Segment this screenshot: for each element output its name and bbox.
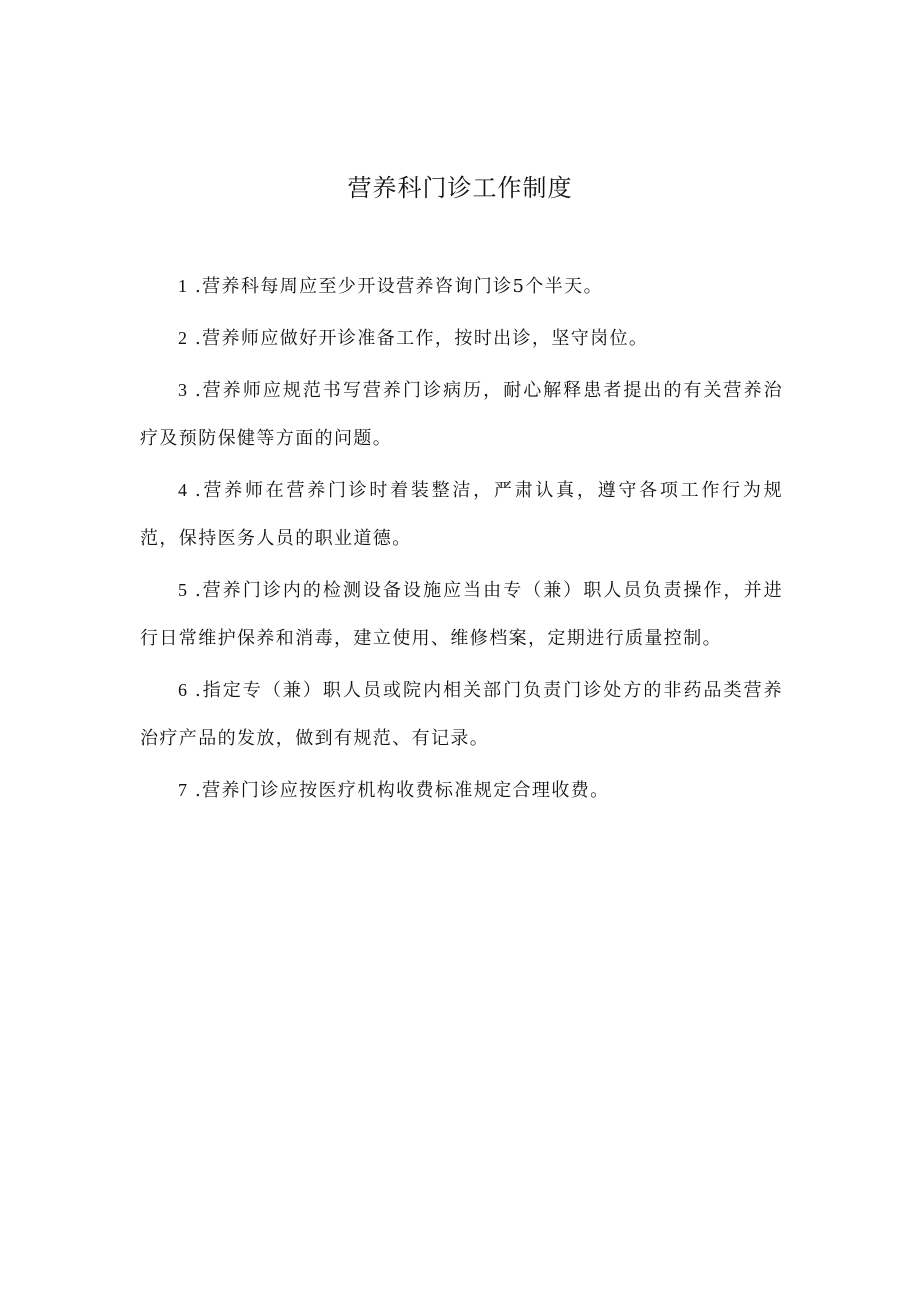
rule-item-2 — [140, 314, 783, 363]
rule-number: 4 — [178, 480, 187, 500]
rule-text: .营养门诊应按医疗机构收费标准规定合理收费。 — [195, 780, 610, 801]
rule-item-1 — [140, 262, 783, 311]
rule-item-6 — [140, 666, 783, 763]
document-title: 营养科门诊工作制度 — [347, 174, 573, 202]
rule-text: .指定专（兼）职人员或院内相关部门负责门诊处方的非药品类营养治疗产品的发放，做到有规范、有记录。 — [140, 680, 783, 749]
rule-number: 6 — [178, 680, 187, 700]
rule-item-7 — [140, 766, 783, 815]
rule-number: 2 — [178, 328, 187, 348]
rule-text: .营养门诊内的检测设备设施应当由专（兼）职人员负责操作，并进行日常维护保养和消毒，建立使用、维修档案，定期进行质量控制。 — [140, 580, 783, 649]
rule-number: 3 — [178, 380, 187, 400]
rule-number: 1 — [178, 276, 187, 296]
rule-item-5 — [140, 566, 783, 663]
rule-item-4 — [140, 466, 783, 563]
rule-number: 7 — [178, 780, 187, 800]
rule-text: .营养师应做好开诊准备工作，按时出诊，坚守岗位。 — [195, 328, 649, 349]
rule-text: .营养科每周应至少开设营养咨询门诊5个半天。 — [195, 276, 603, 297]
rules-list — [140, 262, 783, 818]
rule-text: .营养师在营养门诊时着装整洁，严肃认真，遵守各项工作行为规范，保持医务人员的职业道德。 — [140, 480, 783, 549]
rule-text: .营养师应规范书写营养门诊病历，耐心解释患者提出的有关营养治疗及预防保健等方面的问题。 — [140, 380, 783, 449]
rule-item-3 — [140, 366, 783, 463]
rule-number: 5 — [178, 580, 187, 600]
